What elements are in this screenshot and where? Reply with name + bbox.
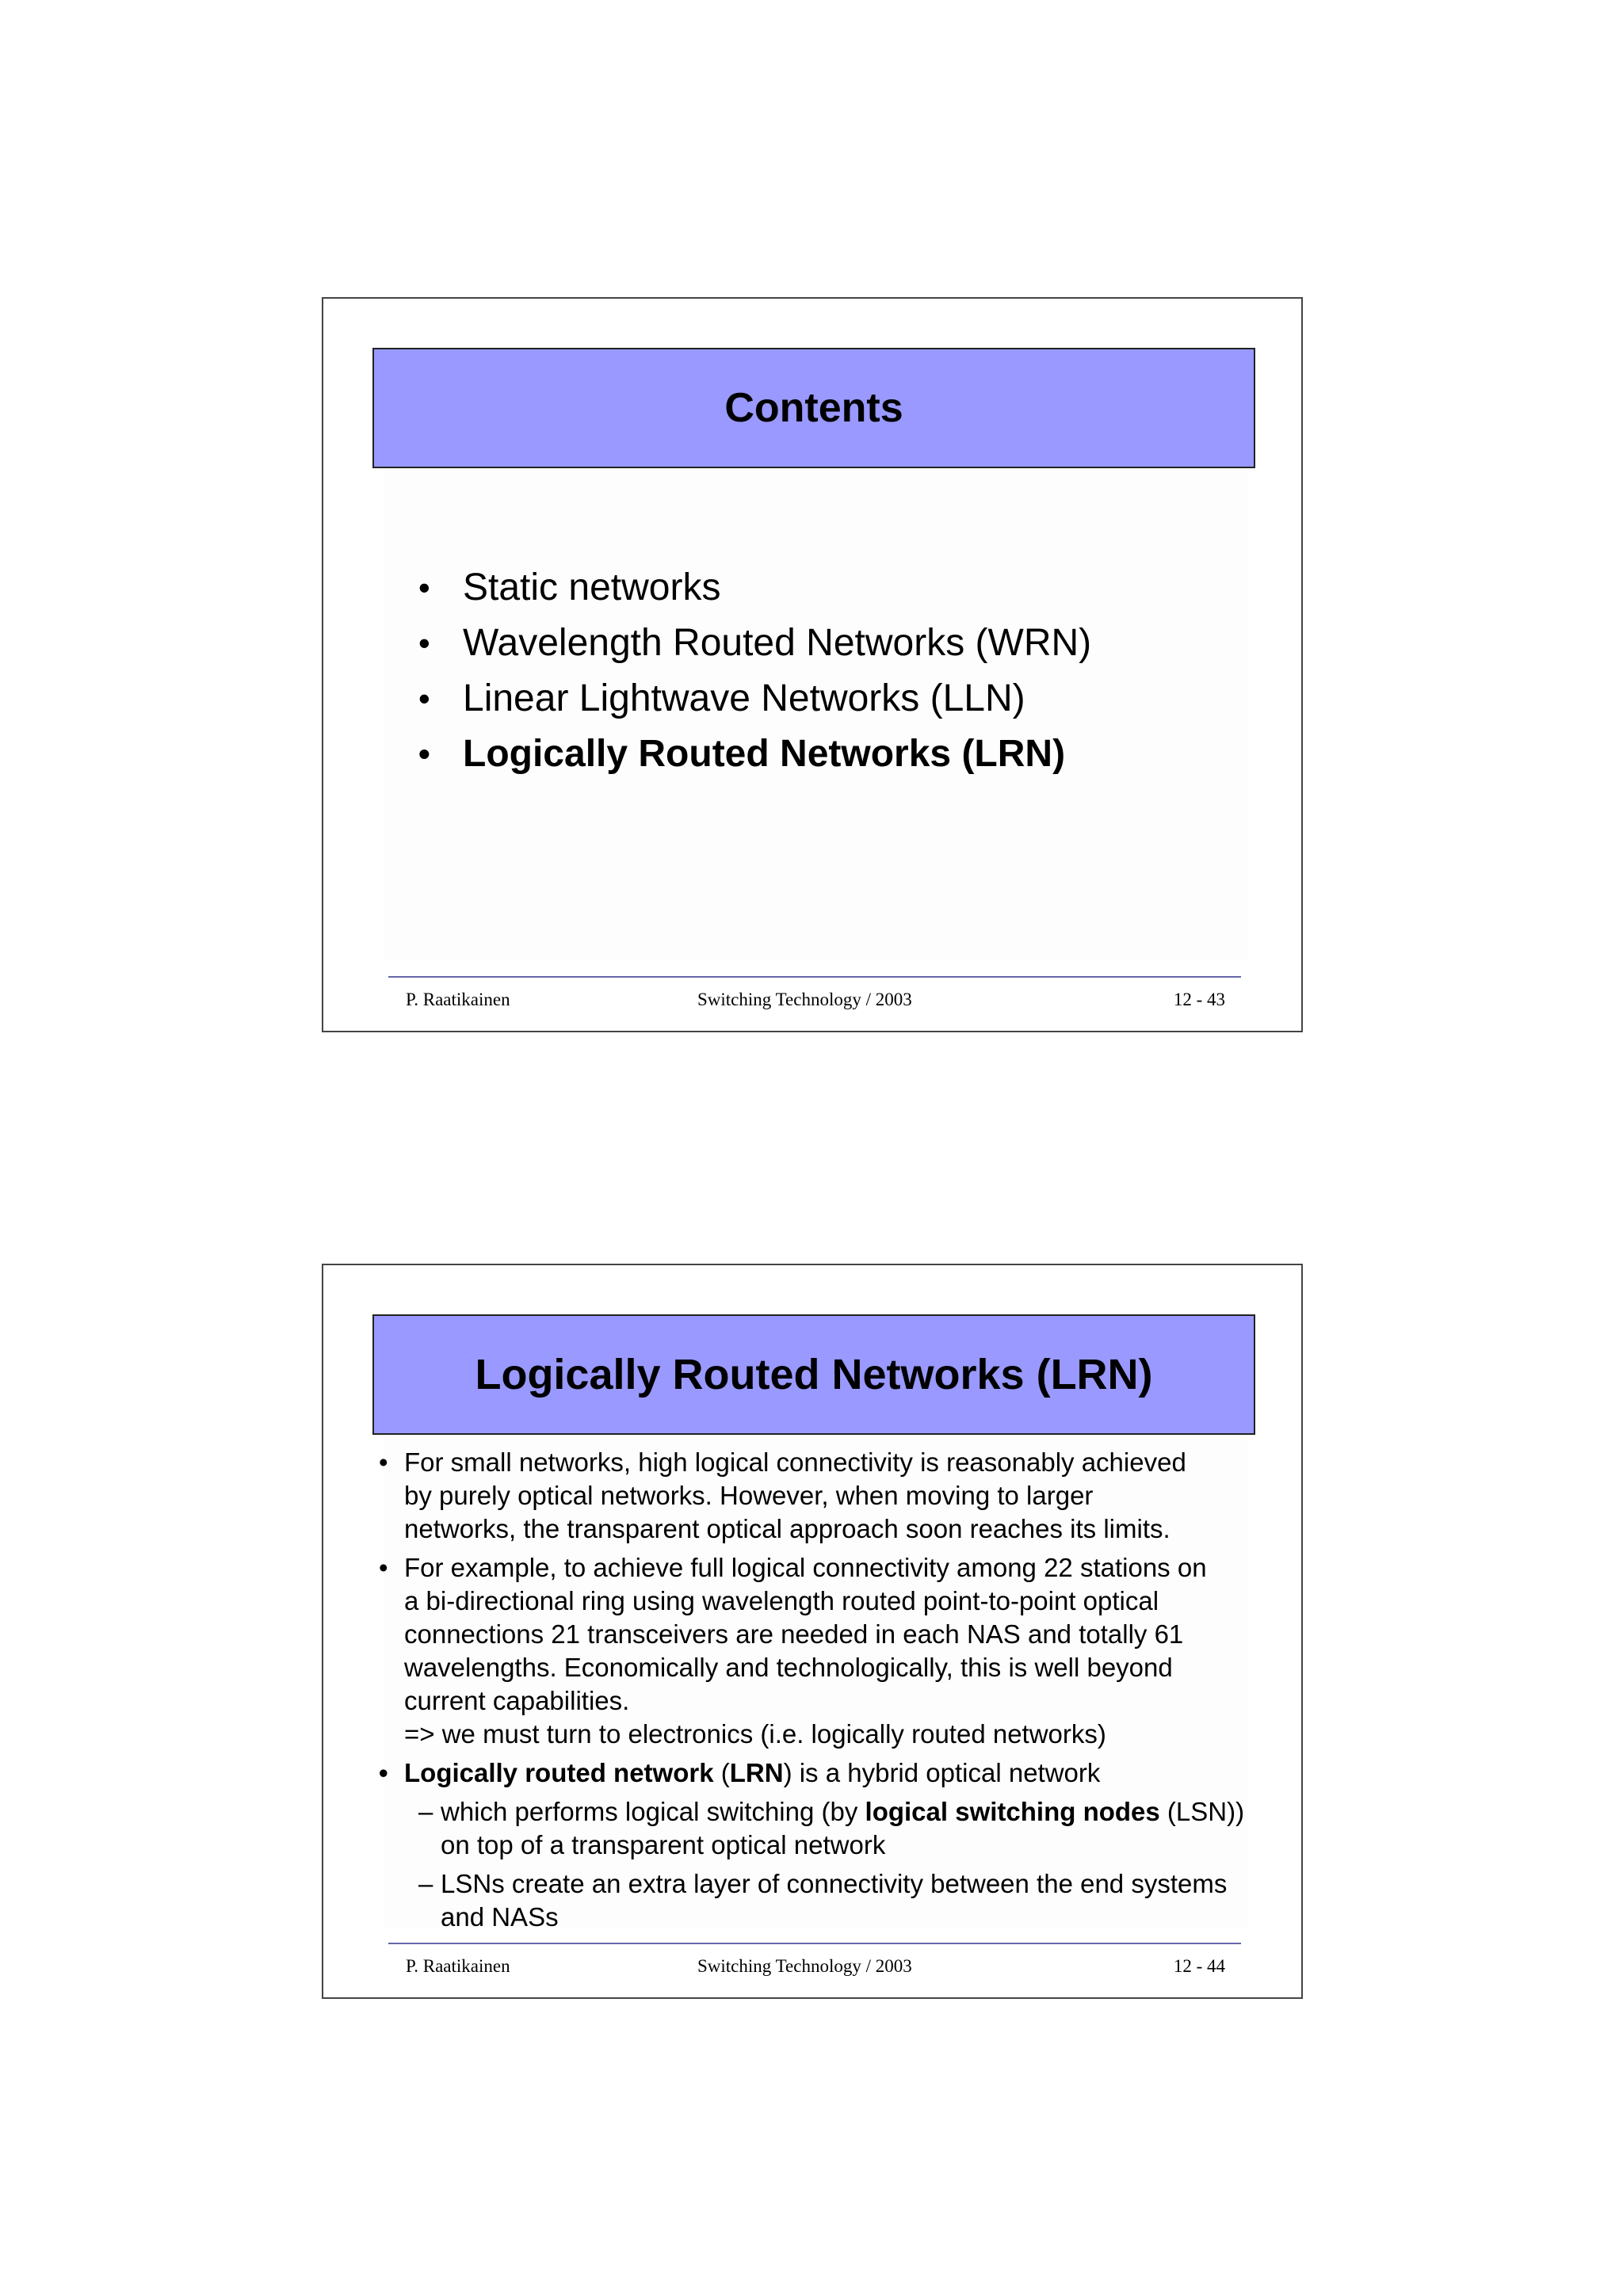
bullet: • (379, 1447, 388, 1477)
bold-term: LRN (729, 1758, 784, 1787)
text-line: a bi-directional ring using wavelength routed point-to-point optical (404, 1586, 1159, 1615)
text-line: => we must turn to electronics (i.e. logically routed networks) (404, 1719, 1106, 1749)
slide-lrn (322, 1264, 1303, 1999)
text-line (441, 1797, 1160, 1826)
dash-bullet: – (418, 1869, 433, 1898)
slide-title: Contents (724, 385, 903, 431)
footer-course: Switching Technology / 2003 (697, 990, 912, 1009)
text-line: For example, to achieve full logical connectivity among 22 stations on (404, 1553, 1207, 1582)
list-item-text: Static networks (463, 566, 721, 608)
list-item-current (418, 727, 1091, 782)
bullet: • (379, 1553, 388, 1582)
text-run: ) is a hybrid optical network (783, 1758, 1101, 1787)
footer-divider (388, 1943, 1241, 1944)
slide-body (376, 1446, 1271, 1939)
footer-course: Switching Technology / 2003 (697, 1956, 912, 1976)
text-line: current capabilities. (404, 1686, 630, 1715)
bullet: • (379, 1758, 388, 1787)
text-line: networks, the transparent optical approach soon reaches its limits. (404, 1514, 1170, 1543)
text-line: by purely optical networks. However, when moving to larger (404, 1481, 1094, 1510)
paragraph-text (404, 1551, 1271, 1751)
dash-bullet: – (418, 1797, 433, 1826)
list-item-text: Linear Lightwave Networks (LLN) (463, 677, 1025, 719)
paragraph-text (404, 1446, 1271, 1546)
slide-title: Logically Routed Networks (LRN) (475, 1351, 1153, 1398)
text-line: LSNs create an extra layer of connectivity between the end (441, 1869, 1125, 1898)
text-line: connections 21 transceivers are needed in each NAS and totally 61 (404, 1619, 1184, 1649)
sub-bullet-text (441, 1867, 1271, 1934)
list-item (418, 560, 1091, 616)
paragraph-text (404, 1756, 1271, 1790)
bullet-paragraph (376, 1756, 1271, 1790)
text-line: systems and NASs (441, 1869, 1228, 1932)
bullet: • (418, 735, 430, 772)
sub-bullet (418, 1795, 1271, 1862)
bullet: • (418, 624, 430, 662)
bold-term: logical switching nodes (865, 1797, 1160, 1826)
list-item-text: Logically Routed Networks (LRN) (463, 733, 1066, 775)
bullet-paragraph (376, 1551, 1271, 1751)
text-line: For small networks, high logical connectivity is reasonably achieved (404, 1447, 1186, 1477)
footer-author: P. Raatikainen (406, 990, 510, 1009)
bold-term: Logically routed network (404, 1758, 714, 1787)
bullet-paragraph (376, 1446, 1271, 1546)
list-item (418, 616, 1091, 671)
bullet: • (418, 569, 430, 606)
footer-divider (388, 976, 1241, 978)
footer-page-number: 12 - 44 (1173, 1956, 1225, 1976)
slide-contents (322, 297, 1303, 1032)
list-item-text: Wavelength Routed Networks (WRN) (463, 622, 1092, 664)
text-line: (LSN)) on top of a transparent optical network (441, 1797, 1245, 1859)
contents-list (418, 560, 1091, 782)
slide-title-box (372, 348, 1255, 468)
text-line: wavelengths. Economically and technologically, this is well beyond (404, 1653, 1173, 1682)
bullet: • (418, 680, 430, 717)
footer-page-number: 12 - 43 (1173, 990, 1225, 1009)
text-run: ( (713, 1758, 730, 1787)
slide-title-box (372, 1314, 1255, 1435)
sub-bullet (418, 1867, 1271, 1934)
text-run: which performs logical switching (by (441, 1797, 865, 1826)
sub-bullet-text (441, 1795, 1271, 1862)
list-item (418, 671, 1091, 727)
footer-author: P. Raatikainen (406, 1956, 510, 1976)
